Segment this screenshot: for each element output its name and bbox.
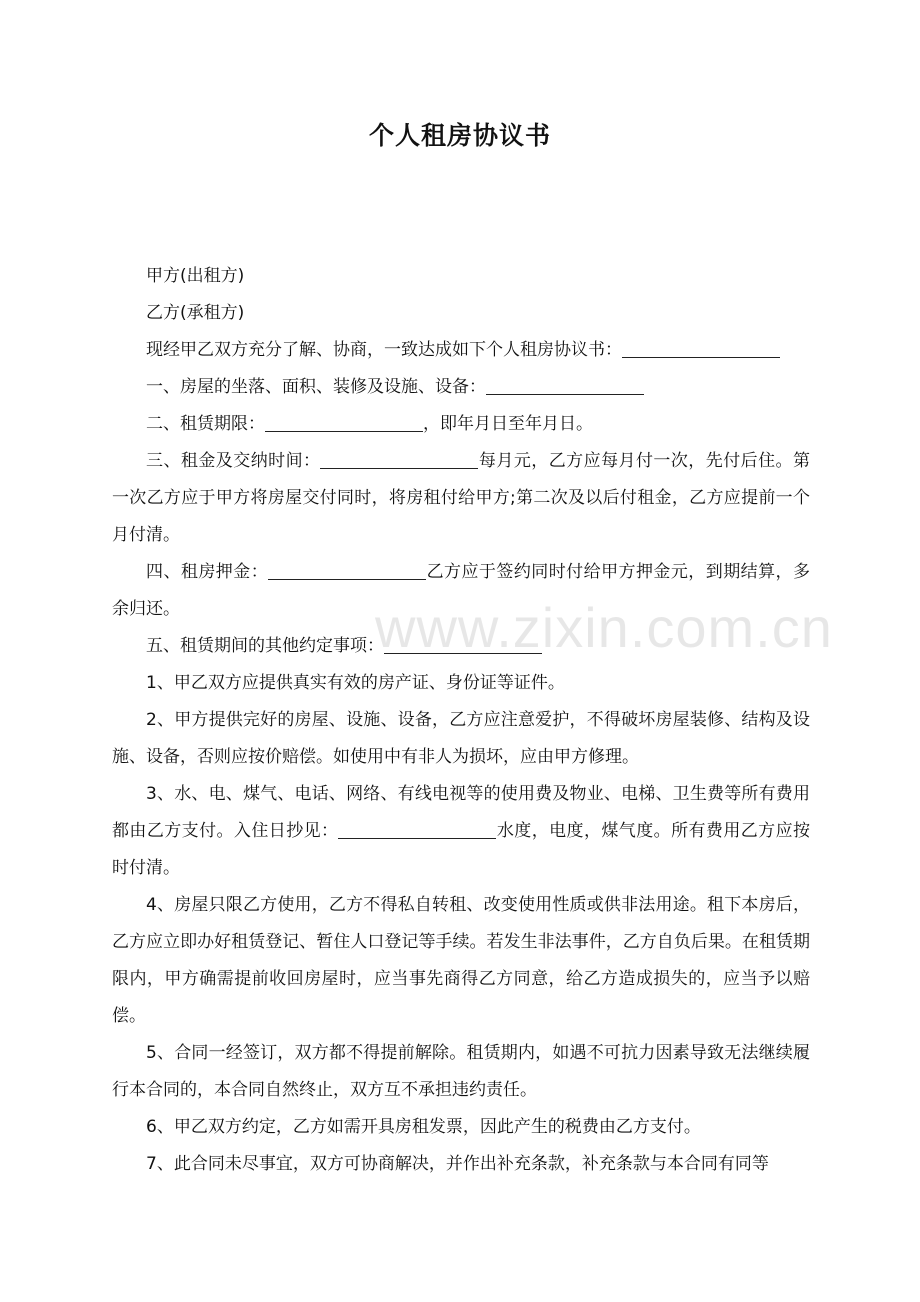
term-item-5 — [112, 1035, 810, 1109]
watermark: www.zixin.com.cn — [375, 596, 833, 659]
term-item-2 — [112, 702, 810, 776]
fill-in-blank[interactable] — [268, 559, 426, 580]
paragraph-text: 4、房屋只限乙方使用，乙方不得私自转租、改变使用性质或供非法用途。租下本房后，乙方应立即办好租赁登记、暂住人口登记等手续。若发生非法事件，乙方自负后果。在租赁期限内，甲方确需提前收回房屋时，应当事先商得乙方同意，给乙方造成损失的，应当予以赔偿。 — [112, 895, 810, 1026]
fill-in-blank[interactable] — [320, 448, 478, 469]
term-item-4 — [112, 887, 810, 1035]
paragraph-text: ，即年月日至年月日。 — [423, 414, 593, 434]
paragraph-text: 7、此合同未尽事宜，双方可协商解决，并作出补充条款，补充条款与本合同有同等 — [146, 1154, 769, 1174]
term-item-1 — [112, 665, 810, 702]
paragraph-text: 五、租赁期间的其他约定事项： — [146, 636, 384, 656]
preamble-paragraph — [112, 332, 810, 369]
fill-in-blank[interactable] — [338, 818, 496, 839]
paragraph-text: 6、甲乙双方约定，乙方如需开具房租发票，因此产生的税费由乙方支付。 — [146, 1117, 701, 1137]
paragraph-text: 二、租赁期限： — [146, 414, 265, 434]
paragraph-text: 5、合同一经签订，双方都不得提前解除。租赁期内，如遇不可抗力因素导致无法继续履行本合同的，本合同自然终止，双方互不承担违约责任。 — [112, 1043, 810, 1100]
paragraph-text: 3、水、电、煤气、电话、网络、有线电视等的使用费及物业、电梯、卫生费等所有费用都由乙方支付。入住日抄见： — [112, 784, 810, 841]
document-body — [112, 258, 810, 1183]
paragraph-text: 乙方应于签约同时付给甲方押金元，到期结算，多余归还。 — [112, 562, 811, 619]
paragraph-text: 现经甲乙双方充分了解、协商，一致达成如下个人租房协议书： — [146, 340, 622, 360]
term-item-7 — [112, 1146, 810, 1183]
clause-3-rent — [112, 443, 810, 554]
paragraph-text: 一、房屋的坐落、面积、装修及设施、设备： — [146, 377, 486, 397]
paragraph-text: 2、甲方提供完好的房屋、设施、设备，乙方应注意爱护，不得破坏房屋装修、结构及设施、设备，否则应按价赔偿。如使用中有非人为损坏，应由甲方修理。 — [112, 710, 810, 767]
paragraph-text: 甲方(出租方) — [146, 266, 245, 286]
document-title: 个人租房协议书 — [368, 121, 551, 150]
paragraph-text: 乙方(承租方) — [146, 303, 245, 323]
party-a-line — [112, 258, 810, 295]
paragraph-text: 水度，电度，煤气度。所有费用乙方应按时付清。 — [112, 821, 811, 878]
clause-1-location — [112, 369, 810, 406]
paragraph-text: 每月元，乙方应每月付一次，先付后住。第一次乙方应于甲方将房屋交付同时，将房租付给甲方;第二次及以后付租金，乙方应提前一个月付清。 — [112, 451, 811, 545]
party-b-line — [112, 295, 810, 332]
paragraph-text: 三、租金及交纳时间： — [146, 451, 321, 471]
clause-4-deposit — [112, 554, 810, 628]
term-item-3 — [112, 776, 810, 887]
term-item-6 — [112, 1109, 810, 1146]
paragraph-text: 四、租房押金： — [146, 562, 269, 582]
paragraph-text: 1、甲乙双方应提供真实有效的房产证、身份证等证件。 — [146, 673, 565, 693]
clause-2-term — [112, 406, 810, 443]
fill-in-blank[interactable] — [384, 633, 542, 654]
fill-in-blank[interactable] — [486, 374, 644, 395]
fill-in-blank[interactable] — [265, 411, 423, 432]
clause-5-other-terms — [112, 628, 810, 665]
fill-in-blank[interactable] — [622, 337, 780, 358]
